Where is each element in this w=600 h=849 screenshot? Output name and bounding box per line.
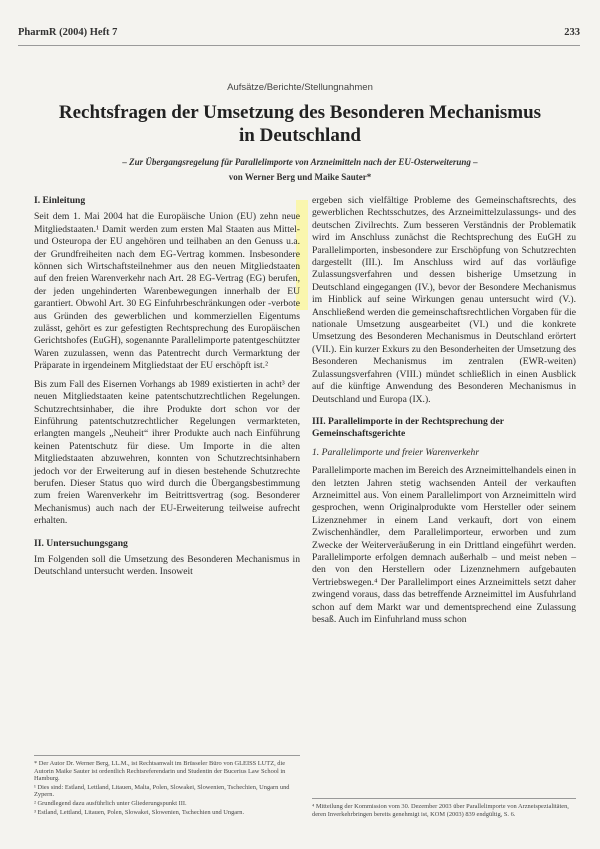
- footnotes: [34, 755, 300, 817]
- footnote: ³ Estland, Lettland, Litauen, Polen, Slowakei, Slowenien, Tschechien und Ungarn.: [34, 808, 245, 816]
- heading-einleitung: I. Einleitung: [34, 195, 86, 206]
- paragraph: Im Folgenden soll die Umsetzung des Besonderen Mechanismus in Deutschland untersucht werden. Insoweit: [34, 553, 300, 578]
- heading-parallelimporte: III. Parallelimporte in der Rechtsprechung der Gemeinschaftsgerichte: [312, 415, 504, 440]
- left-column: [34, 195, 300, 585]
- header-rule: [18, 45, 580, 46]
- footnote: * Der Autor Dr. Werner Berg, LL.M., ist Rechtsanwalt im Brüsseler Büro von GLEISS LUTZ, die Autorin Maike Sauter ist ordentlich Rechtsreferendarin und Studentin der Bucerius Law School in Hamburg.: [34, 760, 286, 783]
- page-number: 233: [564, 27, 580, 38]
- paragraph: Parallelimporte machen im Bereich des Arzneimittelhandels einen in den letzten Jahren stetig wachsenden Anteil der verkauften Arzneimittel aus. Von einem Parallelimport von Arzneimitteln wird gesprochen, wenn Originalprodukte vom Hersteller oder seinem Lizenznehmer in einem Land verkauft, dort von einem Zwischenhändler, dem Parallelimporteur, erworben und zum Zwecke der Weiterveräußerung in ein Drittland eingeführt werden. Parallelimporte erfolgen demnach außerhalb – und meist neben – den von den Herstellern oder Lizenznehmern aufgebauten Vertriebswegen.⁴ Der Parallelimport eines Arzneimittels setzt daher zwingend voraus, dass das betreffende Arzneimittel im Ausfuhrland schon auf dem Markt war und dementsprechend eine Zulassung besaß. Auch im Einfuhrland muss schon: [312, 465, 577, 625]
- journal-issue: PharmR (2004) Heft 7: [18, 27, 118, 38]
- paragraph: ergeben sich vielfältige Probleme des Gemeinschaftsrechts, des gewerblichen Rechtsschutzes, des Arzneimittelzulassungs- und des deutschen Zivilrechts. Zum besseren Verständnis der Problematik wird im Anschluss zunächst die Rechtsprechung des EuGH zu Parallelimporten, insbesondere zur Erschöpfung von Schutzrechten dargestellt (III.). Im Anschluss wird auf das vorläufige Zulassungsverfahren und dessen bisherige Umsetzung in Deutschland eingegangen (IV.), bevor der Besondere Mechanismus im Hinblick auf seine Wirkungen genau untersucht wird (V.). Anschließend werden die gemeinschaftsrechtlichen Vorgaben für die nationale Umsetzung ausgearbeitet (VI.) und die konkrete Umsetzung des Besonderen Mechanismus in Deutschland erörtert (VII.). Ein kurzer Exkurs zu den Besonderheiten der Umsetzung des Besonderen Mechanismus im zentralen (EWR-weiten) Zulassungsverfahren (VIII.) mündet schließlich in einen Ausblick auf die künftige Anwendung des Besonderen Mechanismus in Deutschland und Europa (IX.).: [312, 195, 576, 405]
- right-column: [312, 195, 576, 632]
- heading-untersuchungsgang: II. Untersuchungsgang: [34, 537, 128, 549]
- article-subtitle: – Zur Übergangsregelung für Parallelimporte von Arzneimitteln nach der EU-Osterweiterung –: [122, 157, 478, 167]
- title-line-2: in Deutschland: [239, 125, 361, 146]
- section-rubric: Aufsätze/Berichte/Stellungnahmen: [227, 82, 373, 93]
- title-line-1: Rechtsfragen der Umsetzung des Besonderen Mechanismus: [58, 102, 542, 123]
- paragraph: Seit dem 1. Mai 2004 hat die Europäische Union (EU) zehn neue Mitgliedstaaten.¹ Damit werden zum ersten Mal Staaten aus Mittel- und Osteuropa der EU angehören und teilhaben an den Genuss u.a. der Grundfreiheiten nach dem EG-Vertrag kommen. Insbesondere können sich Wirtschaftsteilnehmer aus den neuen Mitgliedstaaten auf den freien Warenverkehr nach Art. 28 EG-Vertrag (EG) berufen, der jeden ungehinderten Warenbewegungen innerhalb der EU garantiert. Obwohl Art. 30 EG Einfuhrbeschränkungen oder -verbote aus Gründen des gewerblichen und kommerziellen Eigentums zulässt, gehört es zur gefestigten Rechtsprechung des Europäischen Gerichtshofes (EuGH), sogenannte Parallelimporte patentgeschützter Waren zuzulassen, wenn das Patentrecht durch Vermarktung der Präparate in irgendeinem Mitgliedstaat der EU erschöpft ist.²: [34, 211, 300, 372]
- article-title: [40, 101, 560, 147]
- subheading-warenverkehr: 1. Parallelimporte und freier Warenverkehr: [312, 446, 480, 458]
- footnote-right: ⁴ Mitteilung der Kommission vom 30. Dezember 2003 über Parallelimporte von Arzneispezialitäten, deren Inverkehrbringen bereits genehmigt ist, KOM (2003) 839 endgültig, S. 6.: [312, 798, 576, 818]
- running-header: [18, 27, 580, 38]
- footnote: ¹ Dies sind: Estland, Lettland, Litauen, Malta, Polen, Slowakei, Slowenien, Tschechien, Ungarn und Zypern.: [34, 783, 290, 799]
- footnote: ² Grundlegend dazu ausführlich unter Gliederungspunkt III.: [34, 799, 187, 807]
- paragraph: Bis zum Fall des Eisernen Vorhangs ab 1989 existierten in acht³ der neuen Mitgliedstaaten keine patentschutzrechtlichen Regelungen. Schutzrechtsinhaber, die ihre Produkte dort schon vor der Einführung patentschutzrechtlicher Regelungen vermarkteten, erlangten mangels „Neuheit“ ihrer Produkte auch nach Einführung keinen Patentschutz für diese. Um Importe in die alten Mitgliedstaaten abzuwehren, konnten von Schutzrechtsinhabern jedoch vor der Erweiterung auf in diesen bestehende Schutzrechte berufen. Dieser Status quo wird durch die Übergangsbestimmung zum freien Warenverkehr im Beitrittsvertrag (sog. Besonderer Mechanismus) auch nach der EU-Erweiterung teilweise aufrecht erhalten.: [34, 378, 300, 527]
- article-authors: von Werner Berg und Maike Sauter*: [228, 172, 372, 182]
